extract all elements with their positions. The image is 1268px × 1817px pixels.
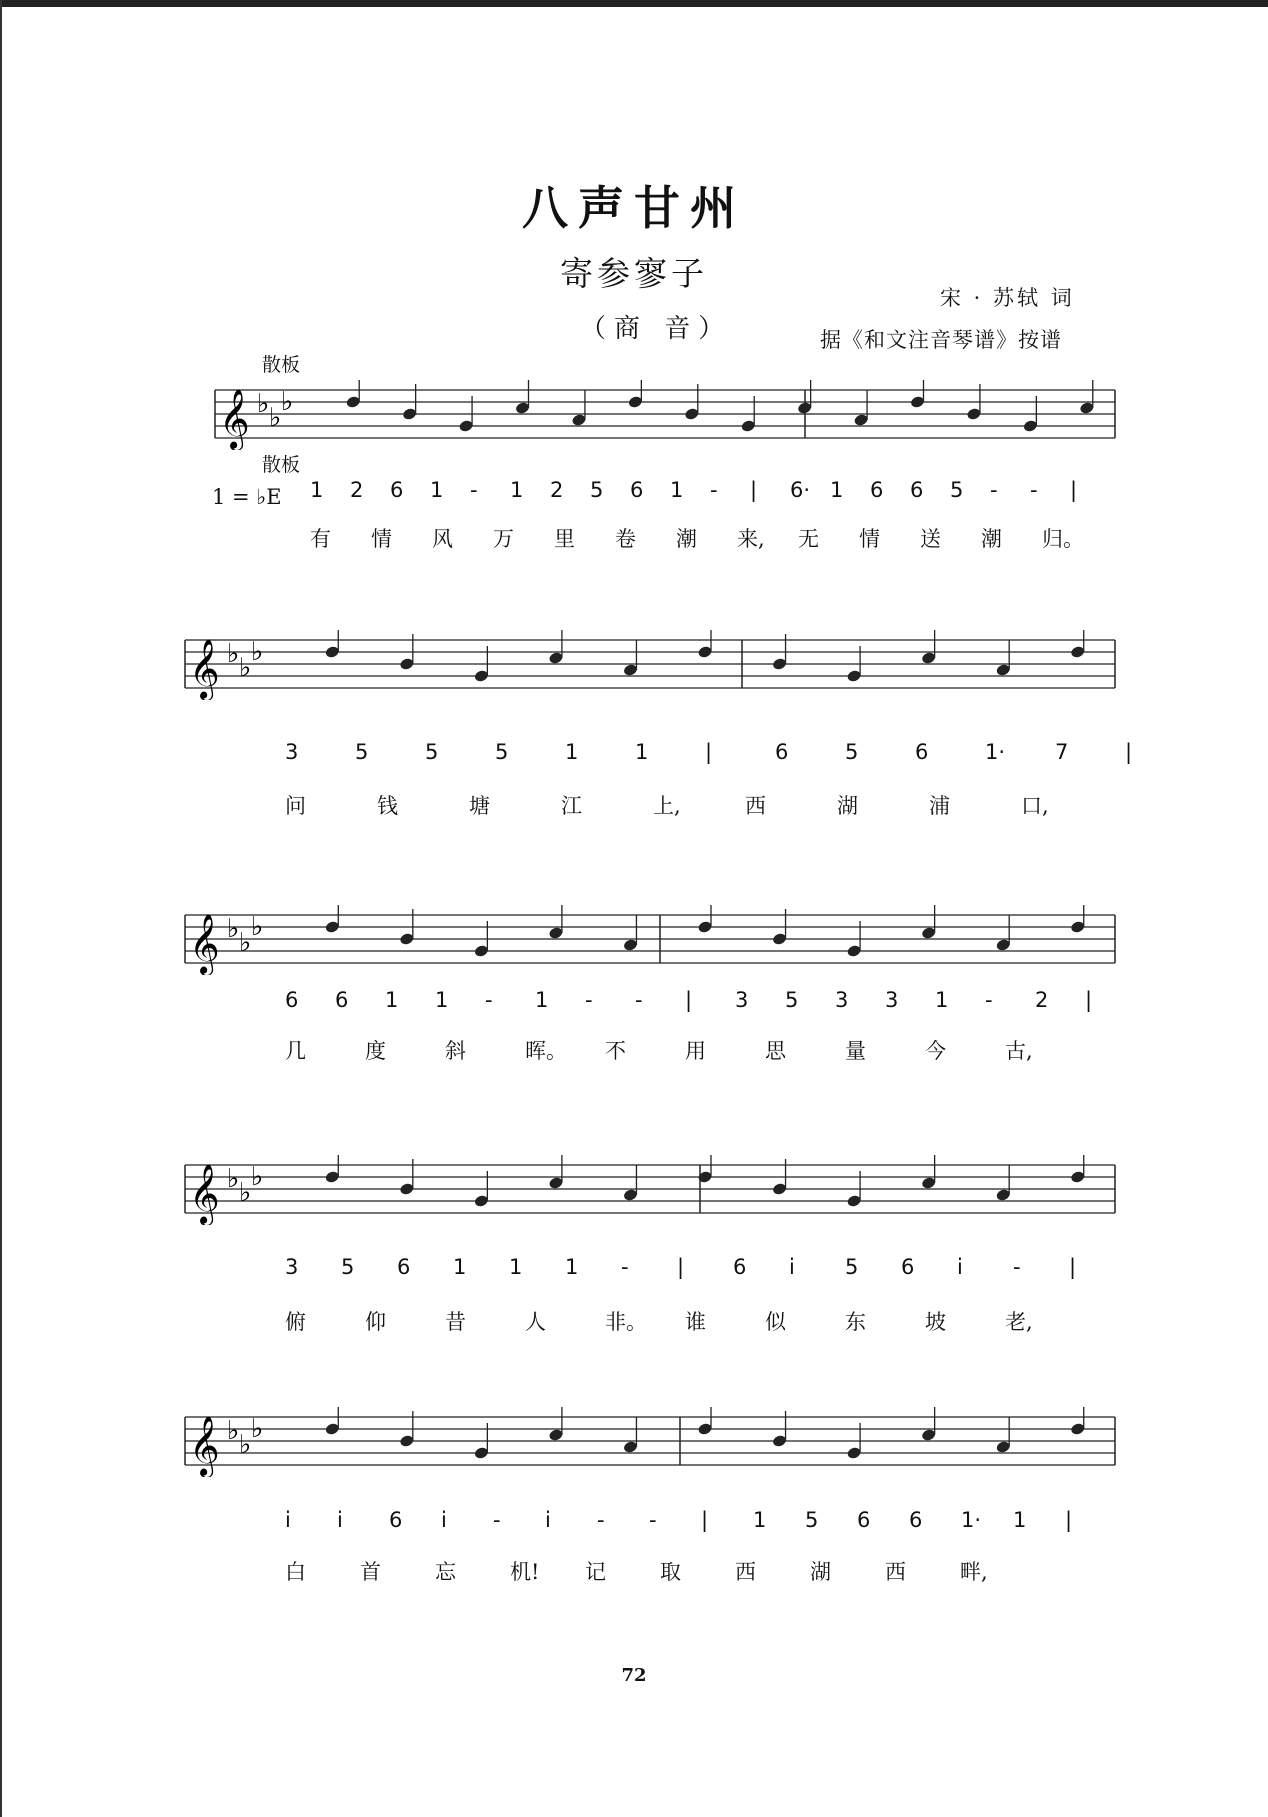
lyric-char: 湖 xyxy=(810,1560,831,1584)
jianpu-note: 5 xyxy=(495,740,509,764)
jianpu-note: 1 xyxy=(509,1255,523,1279)
jianpu-note: 2 xyxy=(1035,988,1049,1012)
lyric-char: 江 xyxy=(561,794,582,818)
jianpu-note: 5 xyxy=(845,740,859,764)
jianpu-barline: | xyxy=(1070,478,1078,502)
jianpu-note: 2 xyxy=(550,478,564,502)
lyric-char: 西 xyxy=(885,1560,906,1584)
page-subtitle: 寄参寥子 xyxy=(560,254,708,293)
jianpu-note: 1 xyxy=(565,1255,579,1279)
lyric-char: 风 xyxy=(432,527,453,551)
lyric-char: 首 xyxy=(360,1560,381,1584)
page-number: 72 xyxy=(621,1665,647,1686)
jianpu-dash: - xyxy=(470,478,478,502)
lyric-char: 老, xyxy=(1005,1310,1033,1334)
jianpu-note: 1 xyxy=(430,478,444,502)
jianpu-note: 6 xyxy=(775,740,789,764)
flat-icon: ♭ xyxy=(227,1164,240,1194)
flat-icon: ♭ xyxy=(239,1178,252,1208)
jianpu-note: 6 xyxy=(389,1508,403,1532)
flat-icon: ♭ xyxy=(239,1430,252,1460)
jianpu-note: 1 xyxy=(935,988,949,1012)
jianpu-note: 6 xyxy=(630,478,644,502)
jianpu-note: 6 xyxy=(335,988,349,1012)
lyric-char: 西 xyxy=(745,794,766,818)
lyric-char: 钱 xyxy=(377,794,398,818)
jianpu-note: 3 xyxy=(285,1255,299,1279)
jianpu-note: 1 xyxy=(535,988,549,1012)
jianpu-note: 1· xyxy=(985,740,1006,764)
lyric-char: 记 xyxy=(585,1560,606,1584)
jianpu-dash: - xyxy=(493,1508,501,1532)
jianpu-note: 5 xyxy=(590,478,604,502)
lyric-char: 不 xyxy=(605,1039,626,1063)
lyric-char: 上, xyxy=(653,794,681,818)
flat-icon: ♭ xyxy=(269,403,282,433)
lyric-char: 机! xyxy=(510,1560,540,1584)
jianpu-note: 7 xyxy=(1055,740,1069,764)
jianpu-note: i xyxy=(337,1508,343,1532)
flat-icon: ♭ xyxy=(251,912,264,942)
tempo-staff-label: 散板 xyxy=(262,354,301,376)
lyric-char: 白 xyxy=(285,1560,306,1584)
jianpu-barline: | xyxy=(705,740,713,764)
jianpu-dash: - xyxy=(635,988,643,1012)
jianpu-note: 6 xyxy=(285,988,299,1012)
lyric-char: 送 xyxy=(920,527,941,551)
jianpu-note: 1 xyxy=(310,478,324,502)
lyric-char: 无 xyxy=(798,527,819,551)
lyric-char: 潮 xyxy=(981,527,1002,551)
jianpu-note: 2 xyxy=(350,478,364,502)
jianpu-note: 1 xyxy=(635,740,649,764)
jianpu-dash: - xyxy=(985,988,993,1012)
lyric-char: 浦 xyxy=(929,794,950,818)
lyric-char: 坡 xyxy=(925,1310,946,1334)
jianpu-dash: - xyxy=(990,478,998,502)
lyric-char: 万 xyxy=(493,527,514,551)
lyric-char: 古, xyxy=(1005,1039,1033,1063)
jianpu-note: 6 xyxy=(390,478,404,502)
flat-icon: ♭ xyxy=(227,639,240,669)
jianpu-barline: | xyxy=(1125,740,1133,764)
lyric-char: 塘 xyxy=(469,794,490,818)
lyric-char: 卷 xyxy=(615,527,636,551)
jianpu-note: 6 xyxy=(857,1508,871,1532)
jianpu-barline: | xyxy=(685,988,693,1012)
jianpu-note: 6 xyxy=(915,740,929,764)
lyric-char: 俯 xyxy=(285,1310,306,1334)
jianpu-dash: - xyxy=(1030,478,1038,502)
lyric-char: 里 xyxy=(554,527,575,551)
lyric-char: 西 xyxy=(735,1560,756,1584)
jianpu-note: 3 xyxy=(885,988,899,1012)
staff-2 xyxy=(0,630,1268,700)
flat-icon: ♭ xyxy=(251,1162,264,1192)
jianpu-barline: | xyxy=(677,1255,685,1279)
jianpu-note: 6 xyxy=(733,1255,747,1279)
lyric-char: 湖 xyxy=(837,794,858,818)
lyric-char: 情 xyxy=(859,527,880,551)
lyric-char: 仰 xyxy=(365,1310,386,1334)
author-credit: 宋 · 苏轼 词 xyxy=(940,286,1075,310)
jianpu-note: i xyxy=(789,1255,795,1279)
flat-icon: ♭ xyxy=(239,928,252,958)
jianpu-note: 6 xyxy=(909,1508,923,1532)
jianpu-barline: | xyxy=(1065,1508,1073,1532)
jianpu-note: 1 xyxy=(753,1508,767,1532)
lyric-char: 情 xyxy=(371,527,392,551)
lyric-char: 东 xyxy=(845,1310,866,1334)
jianpu-note: 1 xyxy=(670,478,684,502)
lyric-char: 畔, xyxy=(960,1560,988,1584)
tempo-jianpu-label: 散板 xyxy=(262,454,301,476)
lyric-char: 晖。 xyxy=(525,1039,567,1063)
jianpu-note: 1 xyxy=(385,988,399,1012)
jianpu-note: 1 xyxy=(1013,1508,1027,1532)
jianpu-note: 3 xyxy=(835,988,849,1012)
jianpu-dash: - xyxy=(597,1508,605,1532)
jianpu-note: 1 xyxy=(453,1255,467,1279)
lyric-char: 今 xyxy=(925,1039,946,1063)
lyric-char: 问 xyxy=(285,794,306,818)
jianpu-note: 6 xyxy=(910,478,924,502)
jianpu-note: 6 xyxy=(397,1255,411,1279)
jianpu-note: 1 xyxy=(435,988,449,1012)
jianpu-note: 6 xyxy=(870,478,884,502)
jianpu-note: 1 xyxy=(830,478,844,502)
flat-icon: ♭ xyxy=(227,1416,240,1446)
lyric-char: 口, xyxy=(1021,794,1049,818)
treble-clef-icon: 𝄞 xyxy=(189,639,220,699)
jianpu-note: 3 xyxy=(735,988,749,1012)
flat-icon: ♭ xyxy=(251,1414,264,1444)
lyric-char: 人 xyxy=(525,1310,546,1334)
lyric-char: 归。 xyxy=(1042,527,1084,551)
staff-3 xyxy=(0,905,1268,975)
jianpu-dash: - xyxy=(649,1508,657,1532)
jianpu-note: i xyxy=(285,1508,291,1532)
lyric-char: 似 xyxy=(765,1310,786,1334)
jianpu-note: 5 xyxy=(845,1255,859,1279)
jianpu-note: i xyxy=(957,1255,963,1279)
lyric-char: 有 xyxy=(310,527,331,551)
jianpu-note: 6· xyxy=(790,478,811,502)
lyric-char: 忘 xyxy=(435,1560,456,1584)
flat-icon: ♭ xyxy=(251,637,264,667)
lyric-char: 取 xyxy=(660,1560,681,1584)
flat-icon: ♭ xyxy=(281,387,294,417)
lyric-char: 谁 xyxy=(685,1310,706,1334)
lyric-char: 度 xyxy=(365,1039,386,1063)
page-title: 八声甘州 xyxy=(522,181,746,235)
lyric-char: 思 xyxy=(765,1039,786,1063)
staff-4 xyxy=(0,1155,1268,1225)
lyric-char: 量 xyxy=(845,1039,866,1063)
flat-icon: ♭ xyxy=(227,914,240,944)
lyric-char: 斜 xyxy=(445,1039,466,1063)
jianpu-note: 5 xyxy=(950,478,964,502)
lyric-char: 几 xyxy=(285,1039,306,1063)
treble-clef-icon: 𝄞 xyxy=(219,389,250,449)
jianpu-note: 5 xyxy=(341,1255,355,1279)
treble-clef-icon: 𝄞 xyxy=(189,1416,220,1476)
jianpu-dash: - xyxy=(1013,1255,1021,1279)
treble-clef-icon: 𝄞 xyxy=(189,914,220,974)
lyric-char: 昔 xyxy=(445,1310,466,1334)
jianpu-note: 5 xyxy=(355,740,369,764)
mode-label: （商 音） xyxy=(580,314,733,344)
jianpu-dash: - xyxy=(621,1255,629,1279)
flat-icon: ♭ xyxy=(239,653,252,683)
jianpu-dash: - xyxy=(710,478,718,502)
jianpu-dash: - xyxy=(585,988,593,1012)
jianpu-note: 6 xyxy=(901,1255,915,1279)
staff-5 xyxy=(0,1407,1268,1477)
jianpu-note: i xyxy=(441,1508,447,1532)
lyric-char: 非。 xyxy=(605,1310,647,1334)
jianpu-note: 1 xyxy=(565,740,579,764)
lyric-char: 来, xyxy=(737,527,765,551)
jianpu-dash: - xyxy=(485,988,493,1012)
lyric-char: 潮 xyxy=(676,527,697,551)
top-border xyxy=(0,0,1268,7)
jianpu-note: 1 xyxy=(510,478,524,502)
jianpu-barline: | xyxy=(1069,1255,1077,1279)
jianpu-barline: | xyxy=(701,1508,709,1532)
treble-clef-icon: 𝄞 xyxy=(189,1164,220,1224)
flat-icon: ♭ xyxy=(257,389,270,419)
lyric-char: 用 xyxy=(685,1039,706,1063)
staff-1 xyxy=(0,380,1268,450)
jianpu-note: 3 xyxy=(285,740,299,764)
jianpu-note: 1· xyxy=(961,1508,982,1532)
jianpu-barline: | xyxy=(1085,988,1093,1012)
jianpu-note: 5 xyxy=(785,988,799,1012)
jianpu-note: 5 xyxy=(805,1508,819,1532)
key-signature-label: 1 = ♭E xyxy=(212,485,282,509)
jianpu-note: i xyxy=(545,1508,551,1532)
jianpu-note: 5 xyxy=(425,740,439,764)
source-credit: 据《和文注音琴谱》按谱 xyxy=(820,328,1062,352)
jianpu-barline: | xyxy=(750,478,758,502)
